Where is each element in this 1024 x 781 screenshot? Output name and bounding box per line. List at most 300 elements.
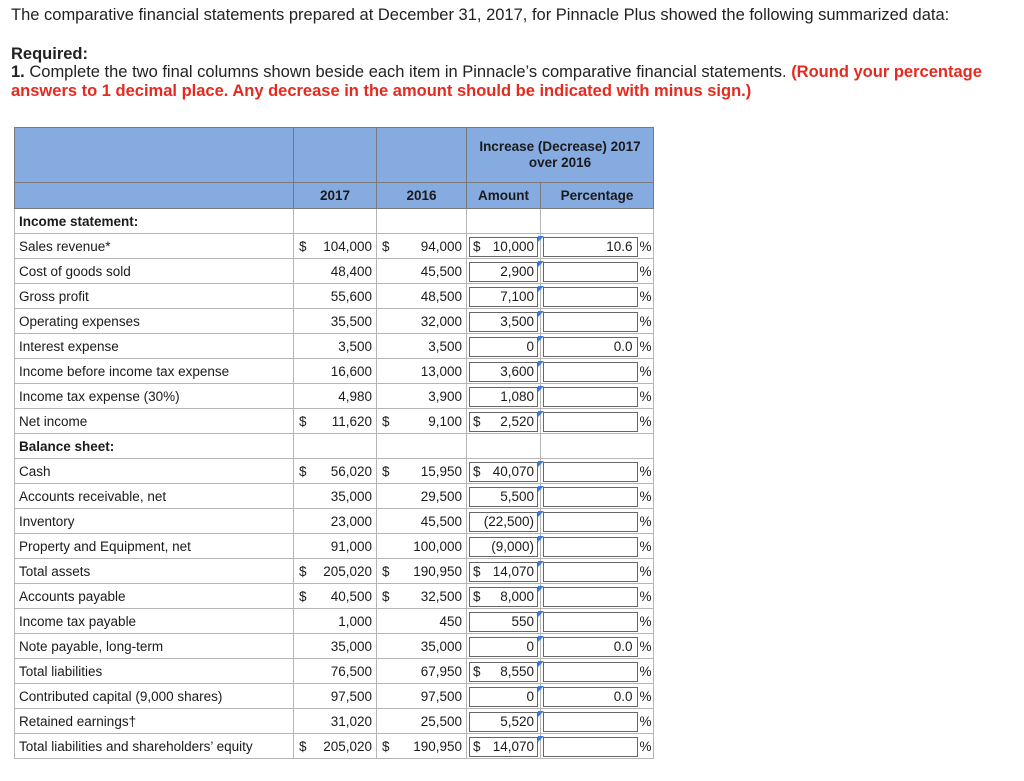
percentage-cell bbox=[541, 559, 638, 584]
percent-sign: % bbox=[638, 734, 654, 759]
amount-2017: 35,000 bbox=[330, 488, 372, 504]
change-amount-cell bbox=[467, 584, 541, 609]
currency-sign: $ bbox=[382, 738, 390, 754]
row-label: Gross profit bbox=[15, 284, 294, 309]
value-2017 bbox=[294, 734, 377, 759]
currency-sign bbox=[299, 264, 307, 279]
row-label: Cost of goods sold bbox=[15, 259, 294, 284]
required-text: Complete the two final columns shown beside each item in Pinnacle’s comparative financial statements. bbox=[24, 63, 792, 81]
row-label: Income before income tax expense bbox=[15, 359, 294, 384]
value-2017 bbox=[294, 334, 377, 359]
currency-sign: $ bbox=[473, 739, 481, 754]
percentage-cell bbox=[541, 584, 638, 609]
amount-2017: 3,500 bbox=[338, 338, 372, 354]
currency-sign bbox=[299, 664, 307, 679]
change-amount-cell bbox=[467, 284, 541, 309]
change-amount-cell bbox=[467, 384, 541, 409]
column-header-2016: 2016 bbox=[377, 183, 467, 209]
currency-sign bbox=[299, 714, 307, 729]
header-row-group bbox=[15, 128, 654, 183]
percentage-input[interactable] bbox=[543, 312, 638, 332]
amount-2016: 3,500 bbox=[428, 338, 462, 354]
change-amount-input[interactable] bbox=[469, 412, 538, 432]
currency-sign bbox=[299, 689, 307, 704]
table-row bbox=[15, 259, 654, 284]
change-amount-input[interactable] bbox=[469, 287, 538, 307]
amount-2016: 450 bbox=[439, 613, 462, 629]
percent-sign: % bbox=[638, 234, 654, 259]
value-2017 bbox=[294, 659, 377, 684]
currency-sign bbox=[382, 389, 390, 404]
amount-2016: 29,500 bbox=[420, 488, 462, 504]
change-amount-input[interactable] bbox=[469, 262, 538, 282]
currency-sign: $ bbox=[382, 463, 390, 479]
table-row bbox=[15, 459, 654, 484]
currency-sign bbox=[382, 514, 390, 529]
percentage-input[interactable] bbox=[543, 512, 638, 532]
change-amount-value: 550 bbox=[511, 614, 534, 629]
currency-sign bbox=[299, 339, 307, 354]
amount-2016: 32,500 bbox=[420, 588, 462, 604]
change-amount-input[interactable] bbox=[469, 737, 538, 757]
value-2016 bbox=[377, 534, 467, 559]
change-amount-value: 3,500 bbox=[500, 314, 534, 329]
row-label: Total assets bbox=[15, 559, 294, 584]
change-amount-value: 8,550 bbox=[500, 664, 534, 679]
percent-sign: % bbox=[638, 459, 654, 484]
change-amount-input[interactable] bbox=[469, 337, 538, 357]
change-amount-input[interactable] bbox=[469, 487, 538, 507]
percent-sign: % bbox=[638, 334, 654, 359]
change-amount-value: 10,000 bbox=[492, 239, 534, 254]
change-amount-cell bbox=[467, 309, 541, 334]
currency-sign: $ bbox=[382, 413, 390, 429]
amount-2016: 3,900 bbox=[428, 388, 462, 404]
percentage-cell bbox=[541, 484, 638, 509]
currency-sign bbox=[382, 539, 390, 554]
amount-2016: 100,000 bbox=[413, 538, 462, 554]
value-2017 bbox=[294, 609, 377, 634]
currency-sign: $ bbox=[382, 563, 390, 579]
change-amount-value: (22,500) bbox=[483, 514, 534, 529]
table-row bbox=[15, 559, 654, 584]
change-amount-value: 7,100 bbox=[500, 289, 534, 304]
value-2017 bbox=[294, 684, 377, 709]
amount-2016: 15,950 bbox=[420, 463, 462, 479]
row-label: Note payable, long-term bbox=[15, 634, 294, 659]
table-row bbox=[15, 309, 654, 334]
amount-2016: 190,950 bbox=[413, 738, 462, 754]
value-2016 bbox=[377, 659, 467, 684]
percent-sign: % bbox=[638, 384, 654, 409]
percentage-cell bbox=[541, 509, 638, 534]
amount-2016: 67,950 bbox=[420, 663, 462, 679]
table-row bbox=[15, 509, 654, 534]
value-2016 bbox=[377, 334, 467, 359]
row-label: Interest expense bbox=[15, 334, 294, 359]
currency-sign bbox=[382, 689, 390, 704]
currency-sign bbox=[299, 364, 307, 379]
table-row bbox=[15, 234, 654, 259]
amount-2016: 45,500 bbox=[420, 513, 462, 529]
change-amount-value: (9,000) bbox=[491, 539, 534, 554]
amount-2017: 35,500 bbox=[330, 313, 372, 329]
currency-sign bbox=[382, 639, 390, 654]
currency-sign bbox=[299, 639, 307, 654]
problem-intro: The comparative financial statements prepared at December 31, 2017, for Pinnacle Plus showed the following summarized data: bbox=[11, 6, 950, 24]
percentage-cell bbox=[541, 634, 638, 659]
amount-2016: 45,500 bbox=[420, 263, 462, 279]
row-label: Retained earnings† bbox=[15, 709, 294, 734]
percent-sign: % bbox=[638, 684, 654, 709]
currency-sign: $ bbox=[382, 238, 390, 254]
table-row bbox=[15, 609, 654, 634]
row-label: Cash bbox=[15, 459, 294, 484]
change-amount-input[interactable] bbox=[469, 312, 538, 332]
currency-sign bbox=[299, 489, 307, 504]
change-amount-value: 0 bbox=[526, 339, 534, 354]
percent-sign: % bbox=[638, 609, 654, 634]
percentage-input[interactable] bbox=[543, 737, 638, 757]
currency-sign bbox=[299, 289, 307, 304]
percent-sign: % bbox=[638, 484, 654, 509]
section-heading: Balance sheet: bbox=[15, 434, 294, 459]
amount-2017: 40,500 bbox=[330, 588, 372, 604]
section-row bbox=[15, 209, 654, 234]
percentage-input[interactable] bbox=[543, 562, 638, 582]
value-2017 bbox=[294, 534, 377, 559]
change-amount-value: 40,070 bbox=[492, 464, 534, 479]
percent-sign: % bbox=[638, 284, 654, 309]
currency-sign: $ bbox=[299, 563, 307, 579]
change-amount-input[interactable] bbox=[469, 712, 538, 732]
value-2016 bbox=[377, 709, 467, 734]
percentage-input[interactable] bbox=[543, 487, 638, 507]
amount-2016: 48,500 bbox=[420, 288, 462, 304]
table-row bbox=[15, 684, 654, 709]
table-row bbox=[15, 584, 654, 609]
value-2017 bbox=[294, 359, 377, 384]
table-row bbox=[15, 534, 654, 559]
row-label: Inventory bbox=[15, 509, 294, 534]
currency-sign bbox=[382, 314, 390, 329]
value-2016 bbox=[377, 684, 467, 709]
currency-sign: $ bbox=[299, 738, 307, 754]
percent-sign: % bbox=[638, 509, 654, 534]
value-2016 bbox=[377, 609, 467, 634]
increase-decrease-header: Increase (Decrease) 2017 over 2016 bbox=[467, 128, 654, 183]
change-amount-cell bbox=[467, 459, 541, 484]
currency-sign bbox=[299, 539, 307, 554]
amount-2017: 23,000 bbox=[330, 513, 372, 529]
value-2016 bbox=[377, 359, 467, 384]
amount-2017: 91,000 bbox=[330, 538, 372, 554]
row-label: Accounts payable bbox=[15, 584, 294, 609]
change-amount-input[interactable] bbox=[469, 562, 538, 582]
change-amount-input[interactable] bbox=[469, 587, 538, 607]
row-label: Contributed capital (9,000 shares) bbox=[15, 684, 294, 709]
percent-sign: % bbox=[638, 409, 654, 434]
section-row bbox=[15, 434, 654, 459]
change-amount-cell bbox=[467, 634, 541, 659]
change-amount-value: 2,900 bbox=[500, 264, 534, 279]
percentage-cell bbox=[541, 259, 638, 284]
value-2017 bbox=[294, 584, 377, 609]
percent-sign: % bbox=[638, 634, 654, 659]
value-2016 bbox=[377, 309, 467, 334]
currency-sign bbox=[382, 489, 390, 504]
change-amount-input[interactable] bbox=[469, 687, 538, 707]
value-2017 bbox=[294, 284, 377, 309]
amount-2016: 32,000 bbox=[420, 313, 462, 329]
percentage-cell bbox=[541, 309, 638, 334]
percentage-input[interactable]: 0.0 bbox=[543, 637, 638, 657]
row-label: Accounts receivable, net bbox=[15, 484, 294, 509]
value-2017 bbox=[294, 309, 377, 334]
percentage-cell bbox=[541, 459, 638, 484]
currency-sign bbox=[382, 264, 390, 279]
currency-sign: $ bbox=[299, 588, 307, 604]
currency-sign bbox=[382, 364, 390, 379]
column-header-percentage: Percentage bbox=[541, 183, 654, 209]
percentage-input[interactable]: 0.0 bbox=[543, 687, 638, 707]
change-amount-value: 1,080 bbox=[500, 389, 534, 404]
amount-2017: 4,980 bbox=[338, 388, 372, 404]
row-label: Income tax payable bbox=[15, 609, 294, 634]
table-row bbox=[15, 284, 654, 309]
comparative-statements-table bbox=[14, 127, 654, 759]
currency-sign bbox=[382, 664, 390, 679]
change-amount-cell bbox=[467, 484, 541, 509]
amount-2016: 35,000 bbox=[420, 638, 462, 654]
row-label: Income tax expense (30%) bbox=[15, 384, 294, 409]
row-label: Property and Equipment, net bbox=[15, 534, 294, 559]
column-header-2017: 2017 bbox=[294, 183, 377, 209]
amount-2017: 205,020 bbox=[323, 563, 372, 579]
percentage-input[interactable] bbox=[543, 287, 638, 307]
amount-2017: 16,600 bbox=[330, 363, 372, 379]
header-row-columns bbox=[15, 183, 654, 209]
change-amount-input[interactable] bbox=[469, 362, 538, 382]
currency-sign bbox=[299, 314, 307, 329]
percent-sign: % bbox=[638, 559, 654, 584]
row-label: Total liabilities bbox=[15, 659, 294, 684]
percentage-input[interactable] bbox=[543, 412, 638, 432]
currency-sign: $ bbox=[473, 239, 481, 254]
percentage-input[interactable]: 0.0 bbox=[543, 337, 638, 357]
amount-2017: 55,600 bbox=[330, 288, 372, 304]
percentage-input[interactable] bbox=[543, 387, 638, 407]
change-amount-input[interactable] bbox=[469, 237, 538, 257]
value-2016 bbox=[377, 484, 467, 509]
amount-2016: 9,100 bbox=[428, 413, 462, 429]
currency-sign: $ bbox=[473, 664, 481, 679]
table-row bbox=[15, 659, 654, 684]
change-amount-value: 2,520 bbox=[500, 414, 534, 429]
currency-sign bbox=[299, 614, 307, 629]
currency-sign: $ bbox=[382, 588, 390, 604]
change-amount-value: 14,070 bbox=[492, 564, 534, 579]
currency-sign: $ bbox=[473, 564, 481, 579]
change-amount-value: 5,520 bbox=[500, 714, 534, 729]
percentage-input[interactable] bbox=[543, 262, 638, 282]
change-amount-cell bbox=[467, 259, 541, 284]
change-amount-value: 5,500 bbox=[500, 489, 534, 504]
percentage-input[interactable] bbox=[543, 462, 638, 482]
percentage-input[interactable] bbox=[543, 362, 638, 382]
amount-2017: 97,500 bbox=[330, 688, 372, 704]
amount-2016: 97,500 bbox=[420, 688, 462, 704]
value-2017 bbox=[294, 459, 377, 484]
amount-2016: 13,000 bbox=[420, 363, 462, 379]
change-amount-input[interactable] bbox=[469, 387, 538, 407]
percent-sign: % bbox=[638, 259, 654, 284]
percentage-input[interactable] bbox=[543, 537, 638, 557]
percentage-cell bbox=[541, 534, 638, 559]
value-2017 bbox=[294, 484, 377, 509]
currency-sign bbox=[382, 614, 390, 629]
value-2016 bbox=[377, 634, 467, 659]
change-amount-input[interactable] bbox=[469, 662, 538, 682]
change-amount-value: 8,000 bbox=[500, 589, 534, 604]
change-amount-input[interactable] bbox=[469, 462, 538, 482]
amount-2017: 104,000 bbox=[323, 238, 372, 254]
row-label: Total liabilities and shareholders’ equity bbox=[15, 734, 294, 759]
percentage-input[interactable]: 10.6 bbox=[543, 237, 638, 257]
percent-sign: % bbox=[638, 309, 654, 334]
amount-2017: 205,020 bbox=[323, 738, 372, 754]
value-2017 bbox=[294, 709, 377, 734]
currency-sign bbox=[382, 339, 390, 354]
table-row bbox=[15, 484, 654, 509]
percentage-cell bbox=[541, 284, 638, 309]
percent-sign: % bbox=[638, 534, 654, 559]
change-amount-input[interactable] bbox=[469, 537, 538, 557]
percentage-cell bbox=[541, 709, 638, 734]
currency-sign bbox=[382, 714, 390, 729]
change-amount-value: 3,600 bbox=[500, 364, 534, 379]
percentage-input[interactable] bbox=[543, 612, 638, 632]
value-2017 bbox=[294, 634, 377, 659]
value-2016 bbox=[377, 409, 467, 434]
table-row bbox=[15, 334, 654, 359]
percent-sign: % bbox=[638, 709, 654, 734]
table-row bbox=[15, 709, 654, 734]
value-2017 bbox=[294, 384, 377, 409]
section-heading: Income statement: bbox=[15, 209, 294, 234]
value-2016 bbox=[377, 284, 467, 309]
currency-sign: $ bbox=[299, 463, 307, 479]
percent-sign: % bbox=[638, 659, 654, 684]
value-2017 bbox=[294, 234, 377, 259]
required-instructions bbox=[11, 63, 1016, 101]
value-2016 bbox=[377, 509, 467, 534]
currency-sign: $ bbox=[473, 464, 481, 479]
percentage-cell bbox=[541, 409, 638, 434]
table-row bbox=[15, 359, 654, 384]
percentage-input[interactable] bbox=[543, 712, 638, 732]
percentage-cell bbox=[541, 609, 638, 634]
change-amount-value: 14,070 bbox=[492, 739, 534, 754]
value-2017 bbox=[294, 259, 377, 284]
percentage-input[interactable] bbox=[543, 587, 638, 607]
currency-sign bbox=[299, 514, 307, 529]
percentage-input[interactable] bbox=[543, 662, 638, 682]
change-amount-cell bbox=[467, 684, 541, 709]
amount-2017: 76,500 bbox=[330, 663, 372, 679]
change-amount-cell bbox=[467, 659, 541, 684]
change-amount-input[interactable] bbox=[469, 612, 538, 632]
currency-sign: $ bbox=[473, 589, 481, 604]
change-amount-cell bbox=[467, 734, 541, 759]
amount-2016: 25,500 bbox=[420, 713, 462, 729]
row-label: Operating expenses bbox=[15, 309, 294, 334]
value-2016 bbox=[377, 384, 467, 409]
amount-2016: 94,000 bbox=[420, 238, 462, 254]
amount-2017: 11,620 bbox=[331, 413, 372, 429]
change-amount-cell bbox=[467, 409, 541, 434]
percentage-cell bbox=[541, 359, 638, 384]
currency-sign: $ bbox=[473, 414, 481, 429]
change-amount-cell bbox=[467, 709, 541, 734]
amount-2017: 1,000 bbox=[338, 613, 372, 629]
change-amount-cell bbox=[467, 509, 541, 534]
row-label: Net income bbox=[15, 409, 294, 434]
currency-sign: $ bbox=[299, 238, 307, 254]
value-2017 bbox=[294, 409, 377, 434]
value-2016 bbox=[377, 459, 467, 484]
value-2016 bbox=[377, 734, 467, 759]
currency-sign bbox=[299, 389, 307, 404]
currency-sign bbox=[382, 289, 390, 304]
table-row bbox=[15, 734, 654, 759]
change-amount-input[interactable] bbox=[469, 512, 538, 532]
percentage-cell bbox=[541, 684, 638, 709]
table-row bbox=[15, 384, 654, 409]
percentage-cell bbox=[541, 659, 638, 684]
amount-2017: 56,020 bbox=[330, 463, 372, 479]
required-number: 1. bbox=[11, 63, 25, 81]
amount-2017: 35,000 bbox=[330, 638, 372, 654]
table-row bbox=[15, 634, 654, 659]
value-2017 bbox=[294, 559, 377, 584]
value-2016 bbox=[377, 259, 467, 284]
value-2016 bbox=[377, 559, 467, 584]
rounding-note: (Round your percentage answers to 1 decimal place. Any decrease in the amount should be indicated with minus sign.) bbox=[11, 63, 982, 100]
currency-sign: $ bbox=[299, 413, 307, 429]
percent-sign: % bbox=[638, 359, 654, 384]
percent-sign: % bbox=[638, 584, 654, 609]
amount-2017: 31,020 bbox=[330, 713, 372, 729]
change-amount-cell bbox=[467, 609, 541, 634]
change-amount-value: 0 bbox=[526, 639, 534, 654]
change-amount-cell bbox=[467, 334, 541, 359]
change-amount-input[interactable] bbox=[469, 637, 538, 657]
row-label: Sales revenue* bbox=[15, 234, 294, 259]
column-header-amount: Amount bbox=[467, 183, 541, 209]
change-amount-cell bbox=[467, 359, 541, 384]
amount-2017: 48,400 bbox=[330, 263, 372, 279]
required-heading: Required: bbox=[11, 45, 89, 63]
percentage-cell bbox=[541, 384, 638, 409]
table-row bbox=[15, 409, 654, 434]
amount-2016: 190,950 bbox=[413, 563, 462, 579]
value-2016 bbox=[377, 234, 467, 259]
percentage-cell bbox=[541, 734, 638, 759]
percentage-cell bbox=[541, 334, 638, 359]
change-amount-cell bbox=[467, 559, 541, 584]
percentage-cell bbox=[541, 234, 638, 259]
